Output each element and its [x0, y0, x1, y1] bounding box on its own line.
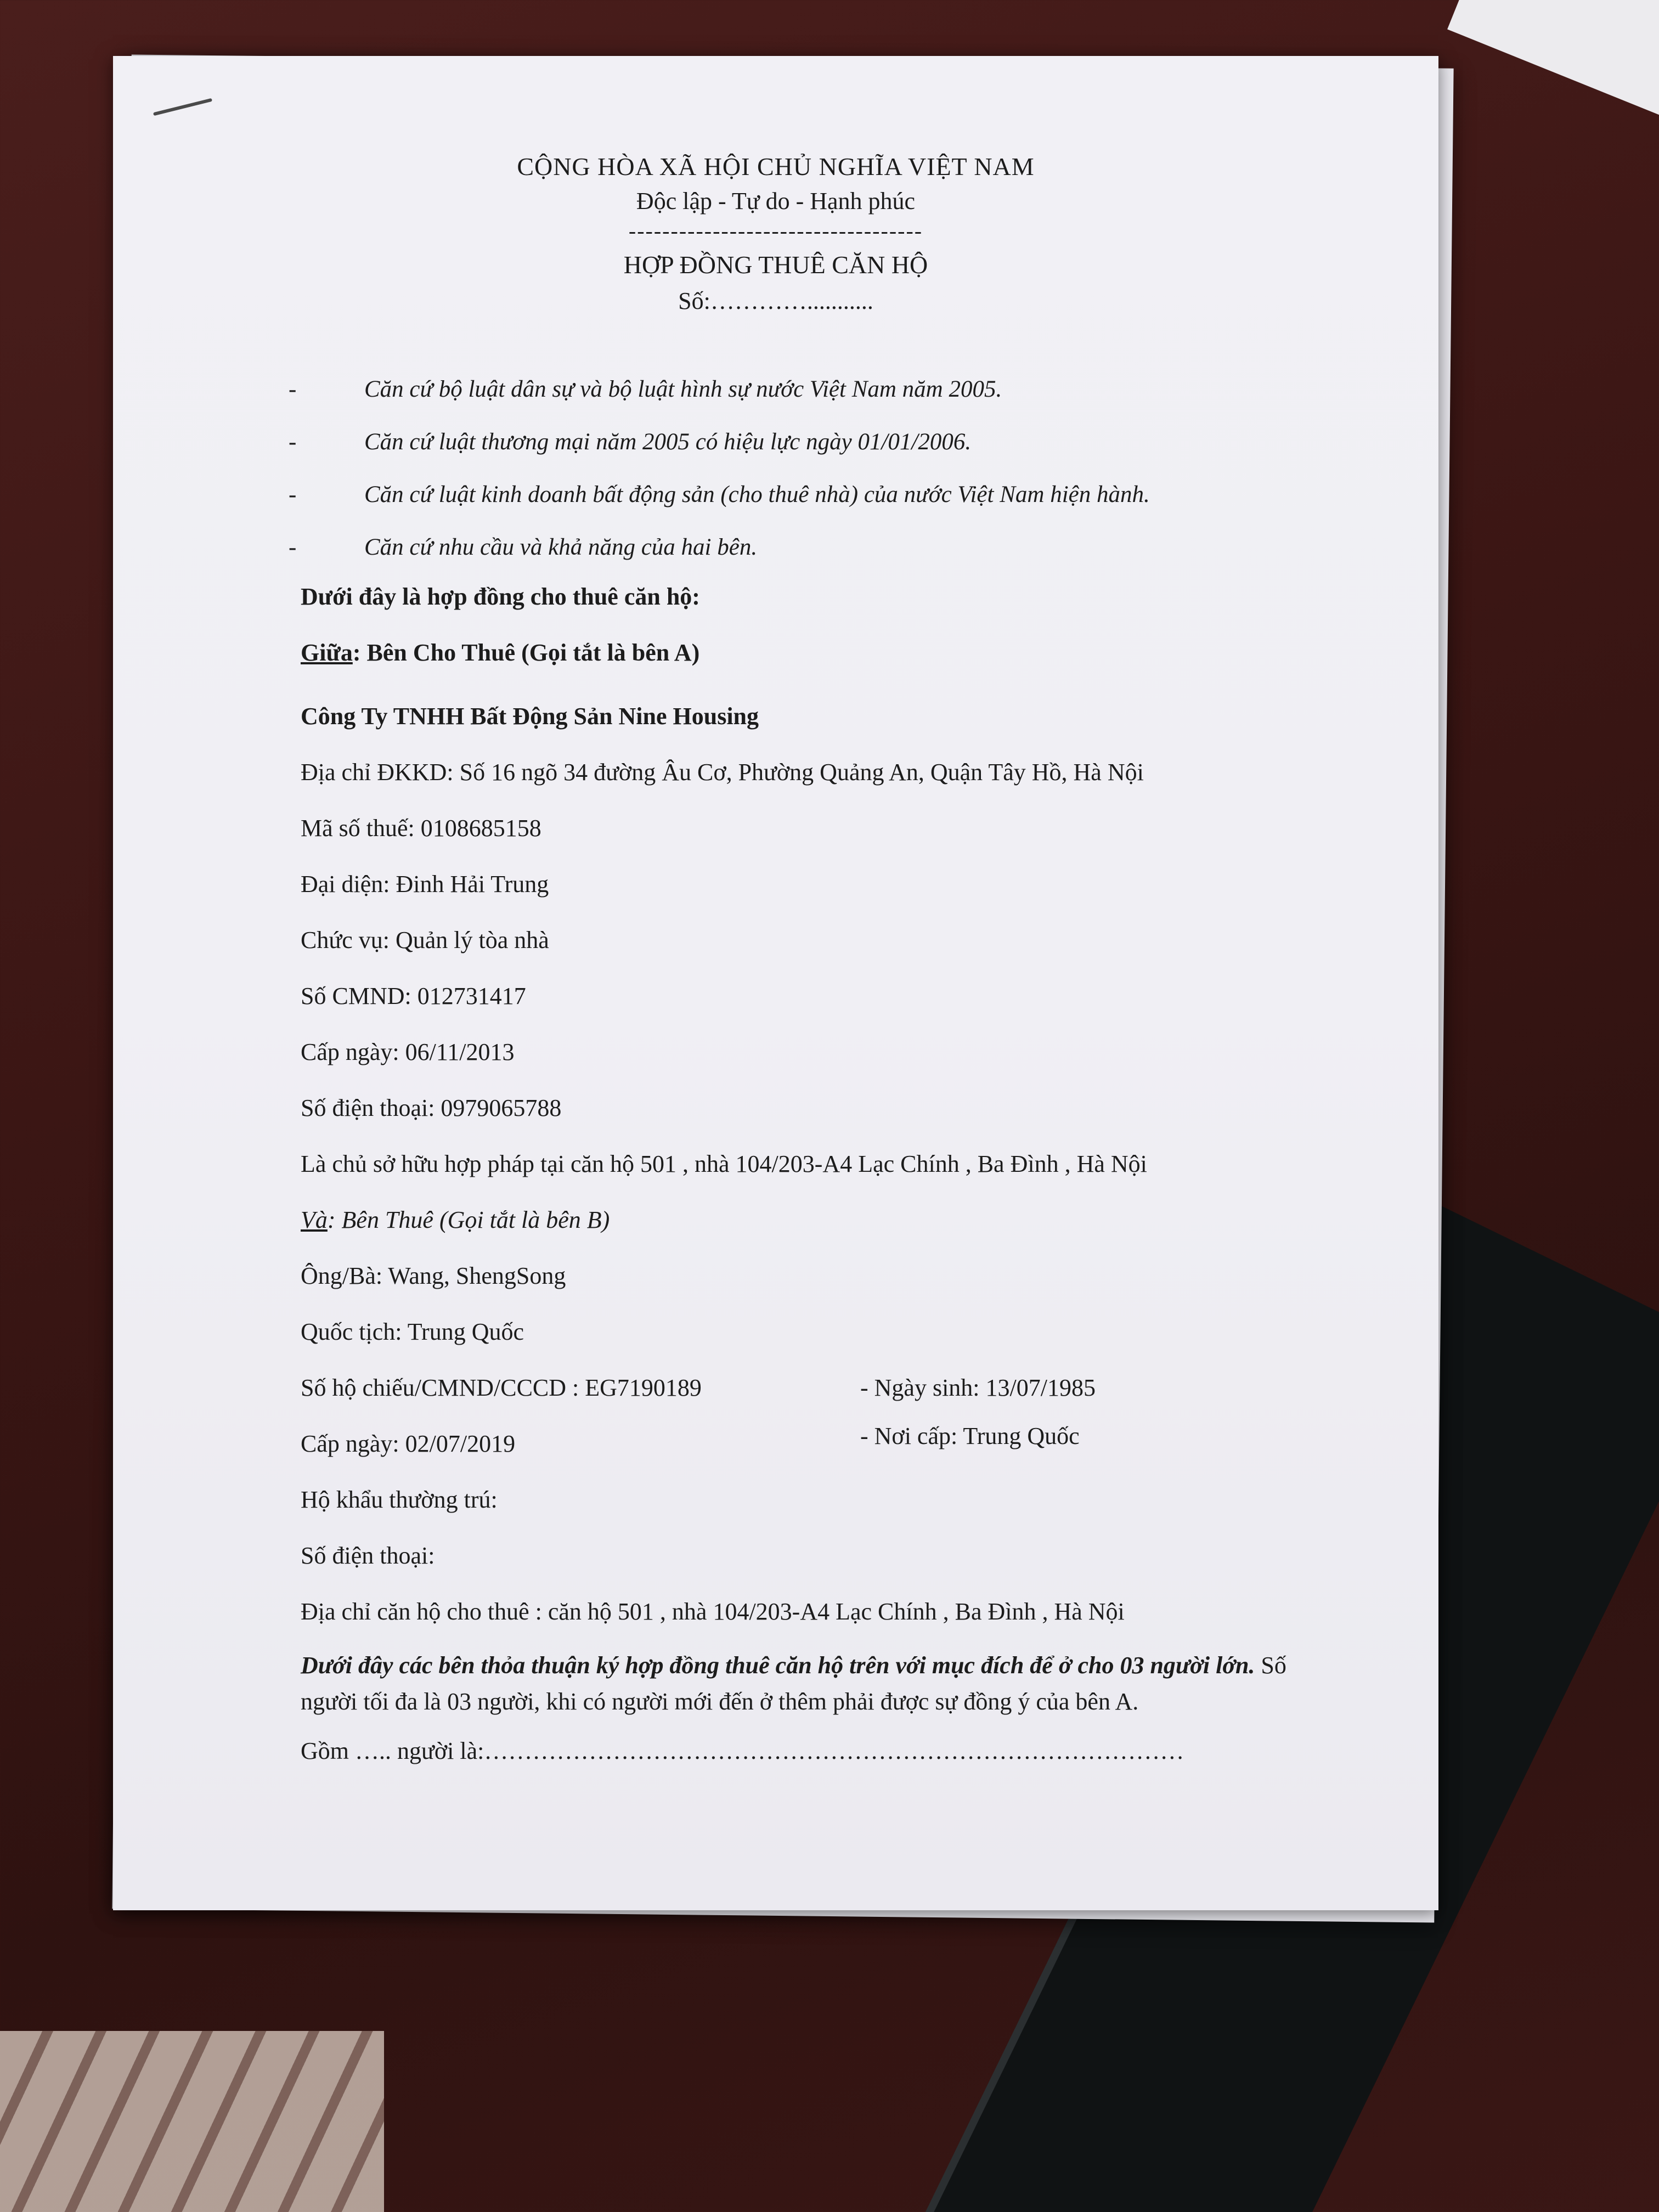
agreement-text: Số người tối đa là 03 người, khi có người mới đến ở thêm phải được sự đồng ý của bên A. [301, 1652, 1286, 1715]
party-a-position: Chức vụ: Quản lý tòa nhà [301, 927, 549, 953]
party-a-representative: Đại diện: Đinh Hải Trung [301, 871, 549, 898]
legal-basis-text: Căn cứ luật kinh doanh bất động sản (cho thuê nhà) của nước Việt Nam hiện hành. [364, 482, 1150, 507]
party-b-issue-place: - Nơi cấp: Trung Quốc [860, 1423, 1080, 1449]
legal-basis-text: Căn cứ luật thương mại năm 2005 có hiệu lực ngày 01/01/2006. [364, 429, 972, 455]
party-b-phone: Số điện thoại: [301, 1542, 435, 1569]
legal-basis-text: Căn cứ nhu cầu và khả năng của hai bên. [364, 534, 758, 560]
between-label: Giữa [301, 639, 353, 666]
document-header [113, 149, 1438, 318]
agreement-paragraph [301, 1647, 1343, 1720]
legal-basis-item [289, 469, 1386, 521]
national-motto: Độc lập - Tự do - Hạnh phúc [636, 188, 916, 215]
list-dash: - [289, 482, 297, 507]
contract-body [301, 569, 1370, 1779]
party-a-issue-date: Cấp ngày: 06/11/2013 [301, 1039, 515, 1065]
party-b-nationality: Quốc tịch: Trung Quốc [301, 1318, 524, 1345]
party-b-issue-date: Cấp ngày: 02/07/2019 [301, 1430, 516, 1457]
party-a-address: Địa chỉ ĐKKD: Số 16 ngõ 34 đường Âu Cơ, Phường Quảng An, Quận Tây Hồ, Hà Nội [301, 759, 1144, 786]
party-a-heading-text: : Bên Cho Thuê (Gọi tắt là bên A) [352, 639, 700, 666]
legal-basis-list [289, 363, 1386, 574]
party-a-company: Công Ty TNHH Bất Động Sản Nine Housing [301, 703, 759, 730]
party-a-id-number: Số CMND: 012731417 [301, 983, 526, 1009]
rental-address: Địa chỉ căn hộ cho thuê : căn hộ 501 , nhà 104/203-A4 Lạc Chính , Ba Đình , Hà Nội [301, 1598, 1125, 1625]
legal-basis-text: Căn cứ bộ luật dân sự và bộ luật hình sự nước Việt Nam năm 2005. [364, 376, 1002, 402]
party-b-issue-row [301, 1416, 1370, 1472]
list-dash: - [289, 376, 297, 402]
occupant-count-line: Gồm ….. người là:…………………………………………………………………………… [301, 1737, 1184, 1764]
and-label: Và [301, 1206, 328, 1233]
nation-name: CỘNG HÒA XÃ HỘI CHỦ NGHĨA VIỆT NAM [517, 153, 1035, 180]
party-b-residence: Hộ khẩu thường trú: [301, 1486, 498, 1513]
document-title: HỢP ĐỒNG THUÊ CĂN HỘ [623, 251, 928, 279]
party-b-passport: Số hộ chiếu/CMND/CCCD : EG7190189 [301, 1374, 702, 1401]
legal-basis-item [289, 521, 1386, 574]
contract-page [113, 56, 1438, 1910]
document-number: Số:…………........... [678, 287, 873, 314]
legal-basis-item [289, 416, 1386, 469]
party-b-heading-text: : Bên Thuê (Gọi tắt là bên B) [327, 1206, 610, 1233]
pen-mark [153, 98, 212, 116]
window-blinds [0, 2031, 384, 2212]
party-b-passport-row [301, 1360, 1370, 1416]
party-b-birth-date: - Ngày sinh: 13/07/1985 [860, 1374, 1096, 1401]
party-b-heading [301, 1192, 1370, 1248]
list-dash: - [289, 429, 297, 455]
legal-basis-item [289, 363, 1386, 416]
party-a-heading [301, 625, 1370, 681]
party-a-ownership: Là chủ sở hữu hợp pháp tại căn hộ 501 , nhà 104/203-A4 Lạc Chính , Ba Đình , Hà Nội [301, 1150, 1147, 1177]
intro-line: Dưới đây là hợp đồng cho thuê căn hộ: [301, 583, 700, 610]
party-b-name: Ông/Bà: Wang, ShengSong [301, 1262, 566, 1289]
party-a-phone: Số điện thoại: 0979065788 [301, 1094, 562, 1121]
header-divider: ----------------------------------- [628, 218, 923, 243]
list-dash: - [289, 534, 297, 560]
party-a-tax-code: Mã số thuế: 0108685158 [301, 815, 541, 842]
agreement-emphasis: Dưới đây các bên thỏa thuận ký hợp đồng thuê căn hộ trên với mục đích để ở cho 03 người lớn. [301, 1652, 1255, 1679]
